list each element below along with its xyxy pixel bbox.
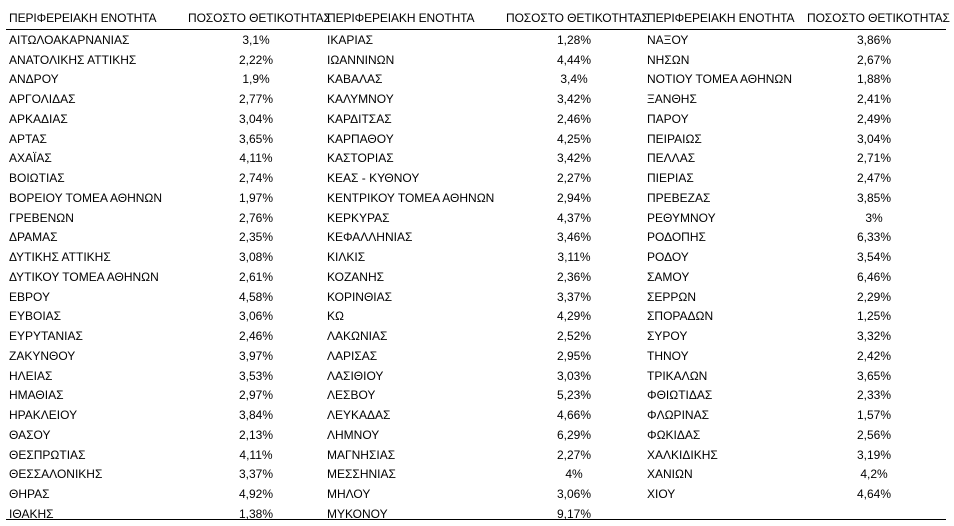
positivity-rate: 2,97% bbox=[238, 388, 274, 402]
positivity-rate: 3,04% bbox=[856, 132, 892, 146]
region-name: ΑΡΓΟΛΙΔΑΣ bbox=[9, 92, 76, 106]
positivity-rate: 3,08% bbox=[238, 250, 274, 264]
region-name: ΦΩΚΙΔΑΣ bbox=[647, 428, 701, 442]
region-name: ΒΟΡΕΙΟΥ ΤΟΜΕΑ ΑΘΗΝΩΝ bbox=[9, 191, 163, 205]
positivity-rate: 2,49% bbox=[856, 112, 892, 126]
positivity-rate: 1,28% bbox=[556, 33, 592, 47]
positivity-rate: 3,86% bbox=[856, 33, 892, 47]
region-name: ΝΑΞΟΥ bbox=[647, 33, 689, 47]
region-name: ΚΕΡΚΥΡΑΣ bbox=[327, 211, 390, 225]
positivity-rate: 9,17% bbox=[556, 507, 592, 521]
region-name: ΚΟΖΑΝΗΣ bbox=[327, 270, 385, 284]
header-rate-1: ΠΟΣΟΣΤΟ ΘΕΤΙΚΟΤΗΤΑΣ bbox=[188, 11, 331, 25]
bottom-rule bbox=[6, 519, 946, 520]
region-name: ΡΟΔΟΥ bbox=[647, 250, 689, 264]
positivity-rate: 2,94% bbox=[556, 191, 592, 205]
region-name: ΛΑΡΙΣΑΣ bbox=[327, 349, 378, 363]
positivity-rate: 3,42% bbox=[556, 92, 592, 106]
region-name: ΤΗΝΟΥ bbox=[647, 349, 689, 363]
positivity-rate: 2,74% bbox=[238, 171, 274, 185]
region-name: ΠΡΕΒΕΖΑΣ bbox=[647, 191, 711, 205]
region-name: ΙΚΑΡΙΑΣ bbox=[327, 33, 374, 47]
region-name: ΜΑΓΝΗΣΙΑΣ bbox=[327, 448, 396, 462]
region-name: ΛΑΚΩΝΙΑΣ bbox=[327, 329, 388, 343]
region-name: ΜΕΣΣΗΝΙΑΣ bbox=[327, 467, 396, 481]
positivity-rate: 4,66% bbox=[556, 408, 592, 422]
positivity-rate: 3,1% bbox=[242, 33, 270, 47]
positivity-rate: 2,67% bbox=[856, 53, 892, 67]
region-name: ΙΘΑΚΗΣ bbox=[9, 507, 54, 521]
region-name: ΑΙΤΩΛΟΑΚΑΡΝΑΝΙΑΣ bbox=[9, 33, 130, 47]
positivity-rate: 3,06% bbox=[556, 487, 592, 501]
region-name: ΣΠΟΡΑΔΩΝ bbox=[647, 309, 714, 323]
region-name: ΔΡΑΜΑΣ bbox=[9, 230, 58, 244]
positivity-rate: 3,65% bbox=[856, 369, 892, 383]
region-name: ΔΥΤΙΚΗΣ ΑΤΤΙΚΗΣ bbox=[9, 250, 111, 264]
positivity-rate: 3,4% bbox=[560, 72, 588, 86]
positivity-rate: 3,84% bbox=[238, 408, 274, 422]
positivity-rate: 1,57% bbox=[856, 408, 892, 422]
header-region-1: ΠΕΡΙΦΕΡΕΙΑΚΗ ΕΝΟΤΗΤΑ bbox=[9, 11, 157, 25]
region-name: ΦΘΙΩΤΙΔΑΣ bbox=[647, 388, 713, 402]
region-name: ΑΝΔΡΟΥ bbox=[9, 72, 59, 86]
region-name: ΑΡΚΑΔΙΑΣ bbox=[9, 112, 68, 126]
region-name: ΗΛΕΙΑΣ bbox=[9, 369, 53, 383]
region-name: ΘΕΣΠΡΩΤΙΑΣ bbox=[9, 448, 86, 462]
positivity-rate: 4,25% bbox=[556, 132, 592, 146]
region-name: ΕΒΡΟΥ bbox=[9, 290, 50, 304]
positivity-rate: 4,37% bbox=[556, 211, 592, 225]
positivity-rate: 2,22% bbox=[238, 53, 274, 67]
region-name: ΔΥΤΙΚΟΥ ΤΟΜΕΑ ΑΘΗΝΩΝ bbox=[9, 270, 159, 284]
region-name: ΑΝΑΤΟΛΙΚΗΣ ΑΤΤΙΚΗΣ bbox=[9, 53, 137, 67]
positivity-rate: 3,11% bbox=[557, 250, 591, 264]
positivity-rate: 3,54% bbox=[856, 250, 892, 264]
region-name: ΓΡΕΒΕΝΩΝ bbox=[9, 211, 74, 225]
region-name: ΤΡΙΚΑΛΩΝ bbox=[647, 369, 708, 383]
region-name: ΖΑΚΥΝΘΟΥ bbox=[9, 349, 76, 363]
positivity-rate: 3,85% bbox=[856, 191, 892, 205]
region-name: ΚΩ bbox=[327, 309, 344, 323]
positivity-rate: 2,27% bbox=[556, 171, 592, 185]
region-name: ΚΑΒΑΛΑΣ bbox=[327, 72, 383, 86]
region-name: ΗΜΑΘΙΑΣ bbox=[9, 388, 64, 402]
region-name: ΘΗΡΑΣ bbox=[9, 487, 50, 501]
positivity-rate: 3,37% bbox=[556, 290, 592, 304]
positivity-rate: 3,03% bbox=[556, 369, 592, 383]
positivity-rate: 2,76% bbox=[238, 211, 274, 225]
region-name: ΗΡΑΚΛΕΙΟΥ bbox=[9, 408, 78, 422]
header-rate-2: ΠΟΣΟΣΤΟ ΘΕΤΙΚΟΤΗΤΑΣ bbox=[506, 11, 649, 25]
region-name: ΠΕΛΛΑΣ bbox=[647, 151, 696, 165]
positivity-rate: 4,64% bbox=[856, 487, 892, 501]
region-name: ΕΥΡΥΤΑΝΙΑΣ bbox=[9, 329, 83, 343]
positivity-rate: 1,88% bbox=[856, 72, 892, 86]
positivity-rate: 3,06% bbox=[238, 309, 274, 323]
positivity-rate: 2,29% bbox=[856, 290, 892, 304]
header-region-3: ΠΕΡΙΦΕΡΕΙΑΚΗ ΕΝΟΤΗΤΑ bbox=[647, 11, 795, 25]
positivity-rate: 2,52% bbox=[556, 329, 592, 343]
region-name: ΒΟΙΩΤΙΑΣ bbox=[9, 171, 65, 185]
positivity-rate: 3,42% bbox=[556, 151, 592, 165]
region-name: ΠΙΕΡΙΑΣ bbox=[647, 171, 694, 185]
positivity-rate: 3,46% bbox=[556, 230, 592, 244]
positivity-rate: 2,77% bbox=[238, 92, 274, 106]
positivity-rate: 4% bbox=[565, 467, 583, 481]
region-name: ΞΑΝΘΗΣ bbox=[647, 92, 697, 106]
positivity-rate: 6,46% bbox=[856, 270, 892, 284]
region-name: ΠΑΡΟΥ bbox=[647, 112, 689, 126]
positivity-rate: 3,19% bbox=[856, 448, 892, 462]
region-name: ΛΕΥΚΑΔΑΣ bbox=[327, 408, 391, 422]
region-name: ΧΑΝΙΩΝ bbox=[647, 467, 693, 481]
region-name: ΚΑΡΠΑΘΟΥ bbox=[327, 132, 394, 146]
positivity-rate: 2,33% bbox=[856, 388, 892, 402]
positivity-rate: 2,47% bbox=[856, 171, 892, 185]
region-name: ΚΕΦΑΛΛΗΝΙΑΣ bbox=[327, 230, 413, 244]
region-name: ΛΗΜΝΟΥ bbox=[327, 428, 380, 442]
region-name: ΘΑΣΟΥ bbox=[9, 428, 51, 442]
positivity-rate: 3,65% bbox=[238, 132, 274, 146]
positivity-rate: 3,37% bbox=[238, 467, 274, 481]
positivity-rate: 4,2% bbox=[860, 467, 888, 481]
positivity-rate: 3,04% bbox=[238, 112, 274, 126]
positivity-rate: 2,35% bbox=[238, 230, 274, 244]
positivity-rate: 2,95% bbox=[556, 349, 592, 363]
positivity-rate: 2,71% bbox=[856, 151, 892, 165]
positivity-rate: 1,25% bbox=[856, 309, 892, 323]
positivity-rate: 4,44% bbox=[556, 53, 592, 67]
positivity-rate: 3% bbox=[865, 211, 883, 225]
region-name: ΝΟΤΙΟΥ ΤΟΜΕΑ ΑΘΗΝΩΝ bbox=[647, 72, 793, 86]
header-rate-3: ΠΟΣΟΣΤΟ ΘΕΤΙΚΟΤΗΤΑΣ bbox=[807, 11, 950, 25]
positivity-rate: 6,33% bbox=[856, 230, 892, 244]
region-name: ΜΥΚΟΝΟΥ bbox=[327, 507, 388, 521]
region-name: ΙΩΑΝΝΙΝΩΝ bbox=[327, 53, 395, 67]
region-name: ΕΥΒΟΙΑΣ bbox=[9, 309, 62, 323]
region-name: ΑΧΑΪΑΣ bbox=[9, 151, 52, 165]
positivity-rate: 2,36% bbox=[556, 270, 592, 284]
positivity-rate: 6,29% bbox=[556, 428, 592, 442]
positivity-rate: 3,97% bbox=[238, 349, 274, 363]
region-name: ΣΥΡΟΥ bbox=[647, 329, 688, 343]
region-name: ΣΕΡΡΩΝ bbox=[647, 290, 697, 304]
positivity-rate: 2,56% bbox=[856, 428, 892, 442]
region-name: ΛΕΣΒΟΥ bbox=[327, 388, 376, 402]
positivity-rate: 2,46% bbox=[238, 329, 274, 343]
positivity-rate: 2,61% bbox=[238, 270, 274, 284]
region-name: ΚΙΛΚΙΣ bbox=[327, 250, 366, 264]
positivity-rate: 3,53% bbox=[238, 369, 274, 383]
positivity-rate: 4,11% bbox=[239, 151, 273, 165]
region-name: ΡΟΔΟΠΗΣ bbox=[647, 230, 706, 244]
region-name: ΦΛΩΡΙΝΑΣ bbox=[647, 408, 709, 422]
region-name: ΜΗΛΟΥ bbox=[327, 487, 371, 501]
region-name: ΘΕΣΣΑΛΟΝΙΚΗΣ bbox=[9, 467, 103, 481]
positivity-rate: 5,23% bbox=[556, 388, 592, 402]
positivity-rate: 2,13% bbox=[238, 428, 274, 442]
region-name: ΡΕΘΥΜΝΟΥ bbox=[647, 211, 716, 225]
region-name: ΧΑΛΚΙΔΙΚΗΣ bbox=[647, 448, 718, 462]
region-name: ΛΑΣΙΘΙΟΥ bbox=[327, 369, 384, 383]
positivity-rate: 1,97% bbox=[238, 191, 274, 205]
positivity-rate: 1,9% bbox=[242, 72, 270, 86]
region-name: ΚΟΡΙΝΘΙΑΣ bbox=[327, 290, 393, 304]
positivity-rate: 3,32% bbox=[856, 329, 892, 343]
region-name: ΚΑΛΥΜΝΟΥ bbox=[327, 92, 394, 106]
region-name: ΑΡΤΑΣ bbox=[9, 132, 47, 146]
region-name: ΣΑΜΟΥ bbox=[647, 270, 690, 284]
region-name: ΚΕΝΤΡΙΚΟΥ ΤΟΜΕΑ ΑΘΗΝΩΝ bbox=[327, 191, 495, 205]
region-name: ΝΗΣΩΝ bbox=[647, 53, 690, 67]
region-name: ΧΙΟΥ bbox=[647, 487, 676, 501]
positivity-rate: 4,58% bbox=[238, 290, 274, 304]
positivity-rate: 4,29% bbox=[556, 309, 592, 323]
positivity-rate: 2,41% bbox=[856, 92, 892, 106]
positivity-rate: 4,92% bbox=[238, 487, 274, 501]
region-name: ΚΕΑΣ - ΚΥΘΝΟΥ bbox=[327, 171, 420, 185]
region-name: ΚΑΣΤΟΡΙΑΣ bbox=[327, 151, 394, 165]
positivity-rate: 2,42% bbox=[856, 349, 892, 363]
region-name: ΚΑΡΔΙΤΣΑΣ bbox=[327, 112, 392, 126]
region-name: ΠΕΙΡΑΙΩΣ bbox=[647, 132, 702, 146]
positivity-rate: 2,46% bbox=[556, 112, 592, 126]
positivity-rate: 4,11% bbox=[239, 448, 273, 462]
positivity-rate: 2,27% bbox=[556, 448, 592, 462]
header-rule bbox=[6, 29, 946, 30]
positivity-rate: 1,38% bbox=[238, 507, 274, 521]
header-region-2: ΠΕΡΙΦΕΡΕΙΑΚΗ ΕΝΟΤΗΤΑ bbox=[327, 11, 475, 25]
